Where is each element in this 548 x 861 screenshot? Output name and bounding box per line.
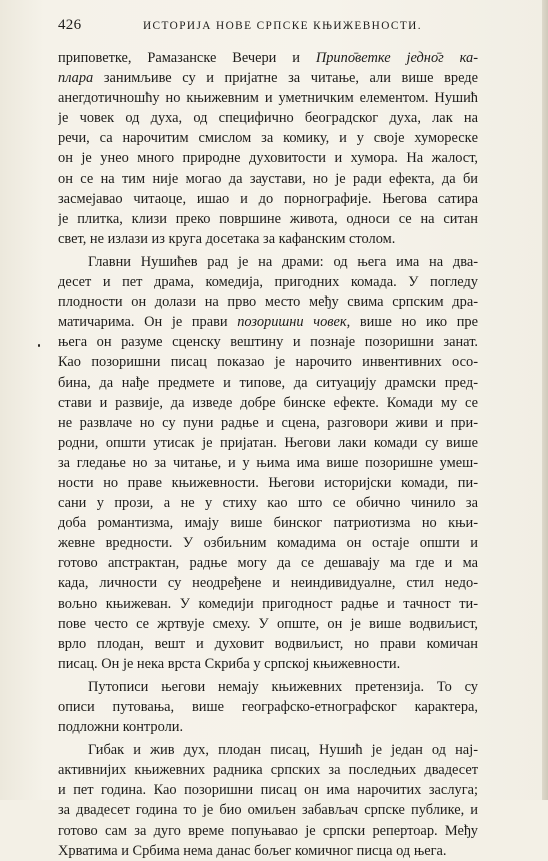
- text-line: описи путовања, више географско-етнографског карактера,: [58, 699, 478, 715]
- text-line: вољно књижеван. У комедији пригодност радње и тачност ти-: [58, 595, 478, 612]
- emphasized-title: пларa: [58, 70, 94, 87]
- text-line: готово апстрактан, радње могу да се дешавају ма где и ма: [58, 555, 478, 572]
- text-line: Главни Нушићев рад је на драми: од њега има на два-: [88, 253, 478, 270]
- ink-speck: [38, 344, 40, 347]
- text-line: Хрватима и Србима нема данас бољег комичног писца од њега.: [58, 842, 447, 859]
- text-line: плодности он долази на прво место међу свима српским дра-: [58, 294, 478, 311]
- text-line: када, личности су неодређене и неиндивидуалне, стил недо-: [58, 575, 478, 592]
- paragraph: [58, 48, 478, 249]
- text-line: доба романтизма, имају више бинског патриотизма но књи-: [58, 515, 478, 532]
- paragraph: [58, 677, 478, 737]
- text-line: родни, општи утисак је пријатан. Његови лаки комади су више: [58, 434, 478, 451]
- page-number: 426: [58, 17, 82, 33]
- text-line: матичарима. Он је прави позоришни човек, више но ико пре: [58, 314, 478, 331]
- text-line: за гледање но за читање, и у њима има више позоришне умеш-: [58, 454, 478, 471]
- text-line: подложни контроли.: [58, 719, 184, 736]
- text-line: стави и развије, да изведе добре бинске ефекте. Комади му се: [58, 394, 478, 411]
- text-line: за двадесет година то је био омиљен забављач српске публике, и: [58, 802, 478, 819]
- text-line: врло плодан, вешт и духовит водвиљист, но прави комичан: [58, 635, 478, 652]
- text-line: не развлаче но су пуни радње и сцена, разговори живи и при-: [58, 414, 478, 431]
- text-line: је плитка, клизи преко површине живота, односи се на ситан: [58, 210, 478, 227]
- text-line: речи, са нарочитим смислом за комику, и у своје хуморескe: [58, 130, 478, 147]
- text-line: писац. Он је нека врста Скриба у српској књижевности.: [58, 655, 401, 672]
- paragraph: [58, 740, 478, 861]
- body-text: [58, 48, 478, 861]
- text-line: жевне вредности. У озбиљним комадима он остаје општи и: [58, 535, 478, 552]
- text-line: Као позоришни писац показао је нарочито инвентивних осо-: [58, 354, 478, 371]
- text-line: анегдотичношћу но књижевним и уметничким елементом. Нушић: [58, 90, 478, 107]
- paragraph: [58, 252, 478, 674]
- text-line: готово сам за дуго време попуњавао је српски репертоар. Међу: [58, 822, 478, 839]
- text-line: бина, да нађе предмете и типове, да ситуацију драмски пред-: [58, 374, 478, 391]
- text-line: пларa занимљиве су и пријатне за читање, али више вреде: [58, 70, 478, 87]
- text-line: свет, не излази из круга досетака за кафанским столом.: [58, 230, 396, 247]
- running-head: ИСТОРИЈА НОВЕ СРПСКЕ КЊИЖЕВНОСТИ.: [143, 20, 422, 32]
- text-line: и пет година. Као позоришни писац он има нарочитих заслуга;: [58, 782, 478, 799]
- text-line: он је унео много природне духовитости и хумора. На жалост,: [58, 150, 478, 167]
- text-line: њега он разуме сценску вештину и познаје позоришни занат.: [58, 334, 478, 351]
- text-line: Путописи његови немају књижевних претензија. То су: [88, 678, 478, 695]
- text-line: сани у прози, а не у стиху као што се обично чинило за: [58, 495, 478, 512]
- text-line: он се на тим није могао да заустави, но је ради ефекта, да би: [58, 170, 478, 187]
- text-line: Гибак и жив дух, плодан писац, Нушић је један од нај-: [88, 742, 478, 759]
- text-line: је човек од духа, од специфично београдског духа, лак на: [58, 110, 478, 127]
- emphasized-title: Припо̄ветке једно̄г ка-: [315, 50, 478, 66]
- text-line: ности но праве књижевности. Његови историјски комади, пи-: [58, 474, 478, 491]
- emphasized-title: позоришни човек: [237, 314, 347, 331]
- page-edge: [542, 0, 548, 800]
- text-line: пове често се жртвује смеху. У опште, он је више водвиљист,: [58, 615, 478, 632]
- text-line: активнијих књижевних радника српских за последњих двадесет: [58, 762, 478, 779]
- text-line: приповетке, Рамазанске Вечери и Припо̄ветке једно̄г ка-: [58, 50, 478, 66]
- page-header: [58, 17, 486, 35]
- text-line: десет и пет драма, комедија, пригодних комада. У погледу: [58, 274, 478, 291]
- text-line: засмејавао читаоце, ишао и до порнографије. Његова сатира: [58, 190, 478, 207]
